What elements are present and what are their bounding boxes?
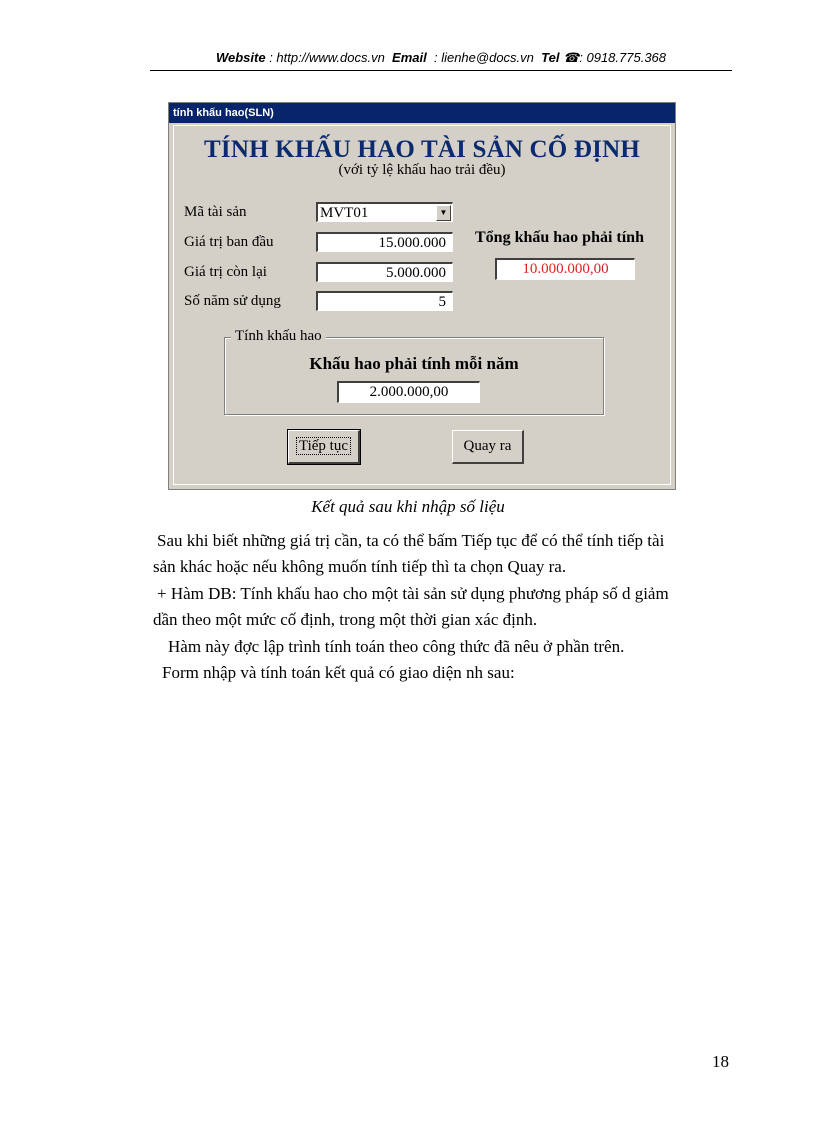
total-depreciation-label: Tổng khấu hao phải tính [475, 229, 644, 246]
paragraph-1-line-1: Sau khi biết những giá trị cần, ta có thể bấm Tiếp tục để có thể tính tiếp tài [157, 531, 665, 550]
annual-depreciation-value: 2.000.000,00 [337, 381, 480, 403]
form-body [173, 125, 671, 485]
asset-code-select[interactable] [316, 202, 453, 222]
asset-code-value: MVT01 [320, 205, 369, 221]
paragraph-4: Form nhập và tính toán kết quả có giao diện nh sau: [162, 663, 515, 682]
header-divider [150, 70, 732, 71]
form-subtitle: (với tỷ lệ khấu hao trải đều) [338, 162, 506, 178]
paragraph-1-line-2: sản khác hoặc nếu không muốn tính tiếp thì ta chọn Quay ra. [153, 557, 567, 576]
remaining-value-label: Giá trị còn lại [184, 264, 267, 280]
tel-label: Tel [541, 50, 560, 65]
paragraph-2-line-2: dần theo một mức cố định, trong một thời gian xác định. [153, 610, 538, 629]
asset-code-label: Mã tài sản [184, 204, 247, 220]
dialog-screenshot [168, 102, 676, 490]
total-depreciation-value: 10.000.000,00 [495, 258, 635, 280]
website-value: : http://www.docs.vn [269, 50, 385, 65]
tel-value: : 0918.775.368 [579, 50, 667, 65]
years-input[interactable]: 5 [316, 291, 453, 311]
chevron-down-icon[interactable]: ▼ [436, 205, 451, 221]
initial-value-label: Giá trị ban đầu [184, 234, 274, 250]
page-header [150, 50, 732, 66]
paragraph-3: Hàm này đợc lập trình tính toán theo công thức đã nêu ở phần trên. [168, 637, 625, 656]
continue-button[interactable] [288, 430, 360, 464]
website-label: Website [215, 50, 266, 65]
paragraph-2-line-1: + Hàm DB: Tính khấu hao cho một tài sản sử dụng phương pháp số d giảm [157, 584, 669, 603]
initial-value-input[interactable]: 15.000.000 [316, 232, 453, 252]
window-titlebar[interactable]: tính khấu hao(SLN) [169, 103, 675, 123]
email-value: : lienhe@docs.vn [433, 50, 534, 65]
annual-depreciation-label: Khấu hao phải tính mỗi năm [309, 354, 519, 373]
figure-caption: Kết quả sau khi nhập số liệu [311, 497, 505, 516]
phone-icon: ☎ [563, 50, 580, 65]
remaining-value-input[interactable]: 5.000.000 [316, 262, 453, 282]
continue-button-label: Tiếp tục [296, 437, 351, 455]
group-legend: Tính khấu hao [231, 328, 326, 345]
email-label: Email [392, 50, 427, 65]
depreciation-group [224, 328, 604, 415]
quit-button[interactable]: Quay ra [452, 430, 524, 464]
form-title: TÍNH KHẤU HAO TÀI SẢN CỐ ĐỊNH [204, 136, 640, 163]
years-label: Số năm sử dụng [184, 293, 281, 309]
page-number: 18 [712, 1052, 729, 1071]
